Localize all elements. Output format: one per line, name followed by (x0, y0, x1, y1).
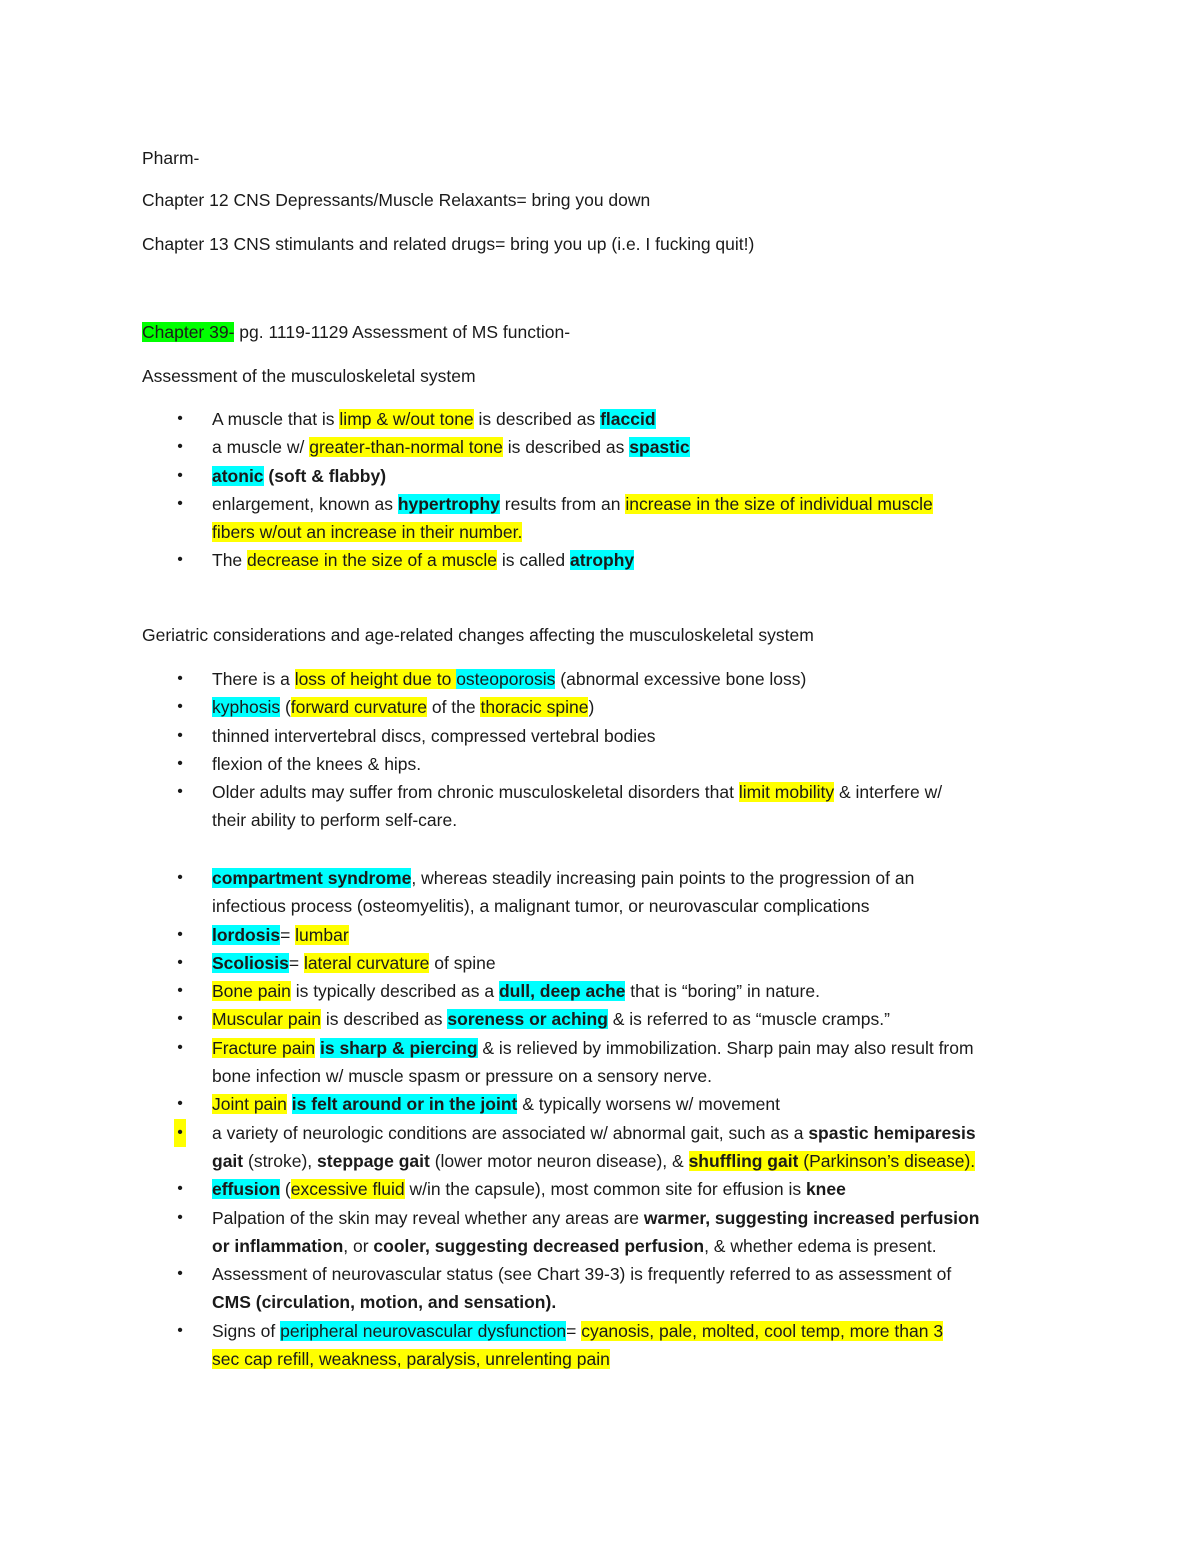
list-text-segment: Joint pain (212, 1094, 287, 1115)
assessment-list (142, 405, 1072, 575)
list-text-segment: forward curvature (290, 697, 427, 718)
list-text-segment: limp & w/out tone (339, 409, 474, 429)
list-item (142, 1119, 1072, 1176)
bullet-icon: • (177, 1208, 183, 1226)
list-text-segment: Muscular pain (212, 1009, 321, 1030)
list-text-segment: Older adults may suffer from chronic musculoskeletal disorders that (212, 782, 739, 803)
bullet-icon: • (177, 869, 183, 886)
list-text-segment: Bone pain (212, 981, 291, 1002)
list-item (142, 1034, 1072, 1091)
list-text-segment: ( (280, 1179, 291, 1200)
bullet-icon: • (177, 754, 183, 772)
list-item (142, 1175, 1072, 1203)
list-text-segment: atrophy (569, 550, 635, 571)
bullet-icon: • (177, 494, 183, 512)
list-item (142, 665, 1072, 693)
list-text-segment: increase in the size of individual muscle (625, 493, 933, 514)
list-text-segment: gait (212, 1150, 244, 1171)
bullet-icon: • (177, 1010, 183, 1028)
list-text-segment: hypertrophy (397, 493, 500, 514)
bullet-icon: • (177, 670, 183, 687)
list-text-segment: ( (263, 465, 275, 486)
bullet-icon: • (177, 698, 183, 716)
list-text-segment: decrease in the size of a muscle (247, 550, 498, 571)
chapter-13-line: Chapter 13 CNS stimulants and related drugs= bring you up (i.e. I fucking quit!) (142, 234, 755, 254)
list-text-segment: lumbar (295, 924, 349, 945)
list-text-segment: atonic (212, 465, 264, 486)
list-text-segment: that is “boring” in nature. (625, 981, 820, 1002)
list-text-segment: ( (280, 697, 291, 718)
list-text-segment: spastic hemiparesis (808, 1122, 976, 1143)
list-text-segment: results from an (499, 493, 626, 514)
list-text-segment: & is referred to as “muscle cramps.” (607, 1009, 890, 1030)
bullet-icon: • (177, 466, 183, 484)
list-item (142, 1317, 1072, 1374)
geriatric-list (142, 665, 1072, 835)
list-text-segment: , whereas steadily increasing pain points to the progression of an (411, 868, 915, 888)
list-text-segment: a muscle w/ (212, 437, 310, 458)
list-text-segment: thinned intervertebral discs, compressed vertebral bodies (212, 725, 656, 746)
list-text-segment: is sharp & piercing (319, 1037, 478, 1058)
clinical-list (142, 864, 1072, 1373)
bullet-icon: • (177, 1321, 183, 1339)
list-text-segment: is described as (502, 437, 630, 458)
list-text-segment: lordosis (212, 924, 281, 945)
list-text-segment: (abnormal excessive bone loss) (555, 669, 807, 689)
list-item (142, 778, 1072, 835)
list-item (142, 490, 1072, 547)
list-text-segment: effusion (212, 1179, 281, 1200)
list-text-segment: cyanosis, pale, molted, cool temp, more than 3 (581, 1320, 944, 1341)
list-item (142, 1204, 1072, 1261)
list-text-segment: is described as (320, 1009, 448, 1030)
list-text-segment: cooler, suggesting decreased perfusion (373, 1235, 705, 1256)
list-text-segment: compartment syndrome (212, 868, 412, 888)
bullet-icon: • (177, 1038, 183, 1056)
list-item (142, 462, 1072, 490)
list-item (142, 949, 1072, 977)
list-item (142, 1260, 1072, 1317)
list-text-segment: warmer, suggesting increased perfusion (643, 1207, 980, 1228)
list-item (142, 405, 1072, 433)
list-text-segment: Scoliosis (212, 952, 289, 973)
list-text-segment: greater-than-normal tone (309, 437, 503, 458)
list-text-segment: enlargement, known as (212, 493, 398, 514)
list-text-segment: is called (497, 550, 570, 571)
list-text-segment: = (566, 1320, 582, 1341)
list-text-segment: of spine (429, 952, 496, 973)
list-text-segment: bone infection w/ muscle spasm or pressure on a sensory nerve. (212, 1066, 712, 1087)
bullet-icon: • (177, 726, 183, 744)
list-text-segment: (Parkinson’s disease). (798, 1150, 976, 1171)
list-text-segment: fibers w/out an increase in their number. (212, 522, 523, 543)
list-text-segment: is felt around or in the joint (291, 1094, 518, 1115)
bullet-icon: • (177, 551, 183, 569)
list-text-segment: The (212, 550, 248, 571)
list-text-segment: peripheral neurovascular dysfunction (280, 1320, 567, 1341)
list-text-segment: , or (343, 1235, 374, 1256)
bullet-icon: • (177, 953, 183, 971)
list-text-segment: lateral curvature (303, 952, 430, 973)
bullet-icon: • (177, 783, 183, 801)
list-text-segment: is described as (473, 409, 601, 429)
chapter-39-line: Chapter 39- pg. 1119-1129 Assessment of MS function- (142, 322, 571, 342)
list-item (142, 921, 1072, 949)
chapter-12-line: Chapter 12 CNS Depressants/Muscle Relaxants= bring you down (142, 190, 651, 210)
title-pharm: Pharm- (142, 148, 200, 168)
geriatric-heading: Geriatric considerations and age-related changes affecting the musculoskeletal system (142, 625, 814, 645)
list-text-segment: spastic (629, 437, 690, 458)
list-text-segment: Fracture pain (212, 1037, 316, 1058)
list-text-segment: A muscle that is (212, 409, 340, 429)
list-text-segment: = (288, 952, 304, 973)
list-text-segment: There is a (212, 669, 295, 689)
list-item (142, 750, 1072, 778)
list-text-segment: flaccid (600, 409, 656, 429)
list-text-segment: dull, deep ache (498, 981, 626, 1002)
list-text-segment: soreness or aching (447, 1009, 608, 1030)
list-text-segment: & typically worsens w/ movement (517, 1094, 780, 1115)
list-text-segment: Signs of (212, 1320, 281, 1341)
list-item (142, 977, 1072, 1005)
bullet-icon: • (177, 1095, 183, 1113)
list-text-segment: CMS (circulation, motion, and sensation). (212, 1292, 557, 1313)
list-text-segment: loss of height due to (294, 669, 457, 689)
list-text-segment: & is relieved by immobilization. Sharp pain may also result from (477, 1037, 974, 1058)
bullet-icon: • (174, 1119, 186, 1147)
bullet-icon: • (177, 925, 183, 943)
list-item (142, 693, 1072, 721)
list-text-segment: or inflammation (212, 1235, 344, 1256)
list-text-segment: (stroke), (243, 1150, 318, 1171)
list-text-segment: excessive fluid (290, 1179, 405, 1200)
bullet-icon: • (177, 1180, 183, 1198)
list-text-segment: kyphosis (212, 697, 281, 718)
bullet-icon: • (177, 982, 183, 1000)
list-text-segment: Assessment of neurovascular status (see Chart 39-3) is frequently referred to as assessment of (212, 1264, 952, 1285)
list-text-segment: thoracic spine (480, 697, 589, 718)
list-item (142, 1090, 1072, 1118)
list-text-segment: w/in the capsule), most common site for effusion is (404, 1179, 806, 1200)
list-item (142, 546, 1072, 574)
list-item (142, 433, 1072, 461)
bullet-icon: • (177, 438, 183, 456)
list-text-segment: Palpation of the skin may reveal whether any areas are (212, 1207, 644, 1228)
list-text-segment: , & whether edema is present. (704, 1235, 937, 1256)
list-text-segment: ) (380, 465, 387, 486)
list-text-segment: shuffling gait (688, 1150, 799, 1171)
list-text-segment: ) (588, 697, 595, 718)
list-item (142, 1005, 1072, 1033)
list-text-segment: & interfere w/ (834, 782, 943, 803)
list-text-segment: flexion of the knees & hips. (212, 753, 422, 774)
list-text-segment: sec cap refill, weakness, paralysis, unrelenting pain (212, 1349, 610, 1370)
list-text-segment: infectious process (osteomyelitis), a malignant tumor, or neurovascular complications (212, 896, 870, 917)
assessment-heading: Assessment of the musculoskeletal system (142, 366, 476, 386)
list-text-segment: soft & flabby (274, 465, 381, 486)
list-text-segment: of the (426, 697, 481, 718)
list-text-segment: a variety of neurologic conditions are associated w/ abnormal gait, such as a (212, 1122, 809, 1143)
bullet-icon: • (177, 1265, 183, 1283)
list-item (142, 864, 1072, 921)
list-text-segment: = (280, 924, 296, 945)
chapter-39-tag: Chapter 39- (142, 322, 235, 342)
list-text-segment: (lower motor neuron disease), & (429, 1150, 689, 1171)
list-text-segment: is typically described as a (290, 981, 499, 1002)
list-text-segment: their ability to perform self-care. (212, 810, 458, 831)
list-item (142, 722, 1072, 750)
list-text-segment: steppage gait (317, 1150, 430, 1171)
list-text-segment: osteoporosis (456, 669, 556, 689)
list-text-segment: knee (805, 1179, 846, 1200)
bullet-icon: • (177, 410, 183, 427)
list-text-segment: limit mobility (738, 782, 835, 803)
